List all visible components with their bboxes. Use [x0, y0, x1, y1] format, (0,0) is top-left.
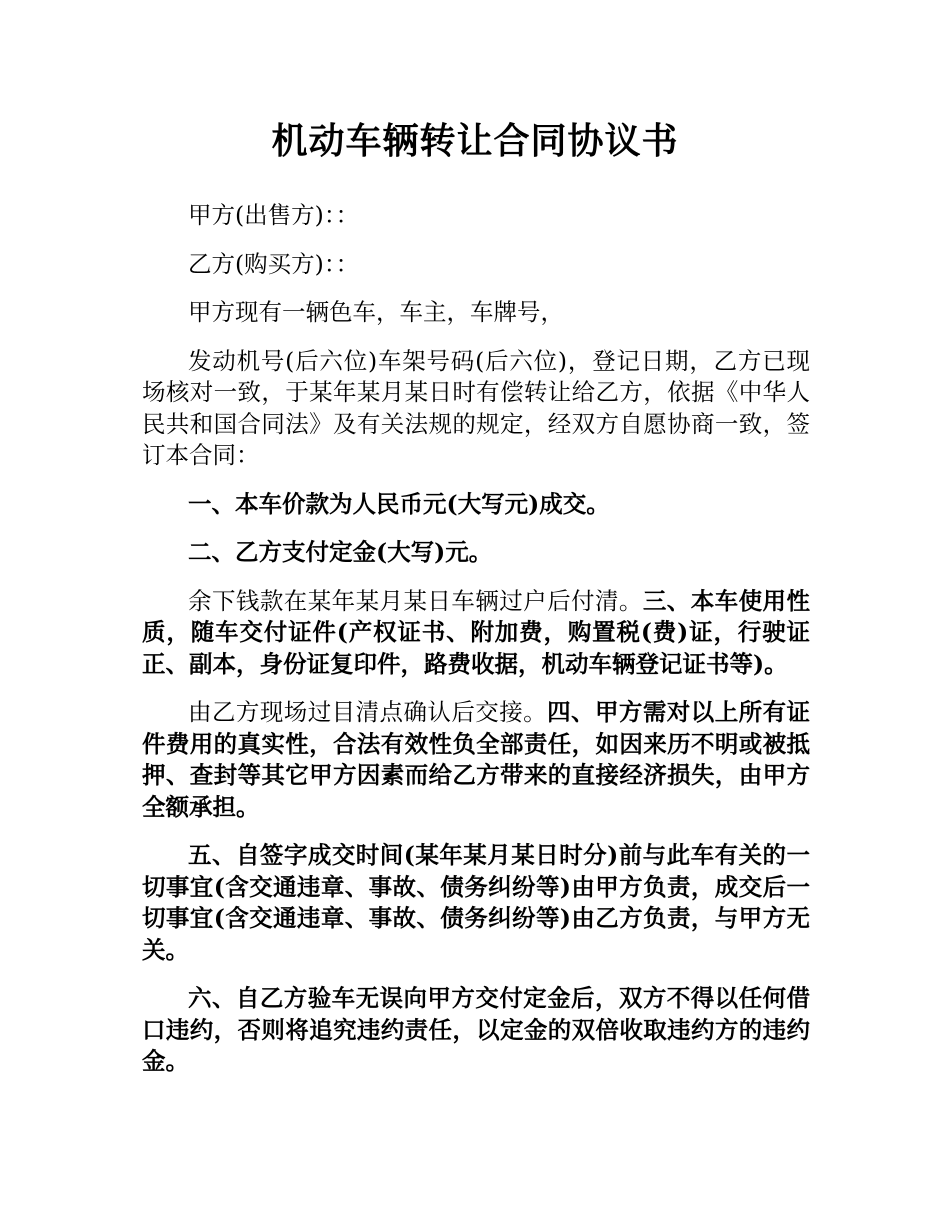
clause-6: 六、自乙方验车无误向甲方交付定金后，双方不得以任何借口违约，否则将追究违约责任，以定金的双倍收取违约方的违约金。 — [142, 984, 810, 1075]
clause-5: 五、自签字成交时间(某年某月某日时分)前与此车有关的一切事宜(含交通违章、事故、债务纠纷等)由甲方负责，成交后一切事宜(含交通违章、事故、债务纠纷等)由乙方负责，与甲方无关。 — [142, 841, 810, 964]
party-b-line: 乙方(购买方)：： — [188, 249, 360, 278]
clause-3: 三、本车使用性质，随车交付证件(产权证书、附加费，购置税(费)证，行驶证正、副本，身份证复印件，路费收据，机动车辆登记证书等)。 — [142, 586, 810, 678]
vehicle-intro-paragraph: 发动机号(后六位)车架号码(后六位)，登记日期，乙方已现场核对一致，于某年某月某日时有偿转让给乙方，依据《中华人民共和国合同法》及有关法规的规定，经双方自愿协商一致，签订本合同： — [142, 346, 810, 469]
inspection-and-clause-4 — [142, 697, 810, 823]
clause-2: 二、乙方支付定金(大写)元。 — [188, 538, 493, 566]
remainder-payment-text: 余下钱款在某年某月某日车辆过户后付清。 — [188, 586, 643, 615]
inspection-text: 由乙方现场过目清点确认后交接。 — [188, 698, 548, 726]
vehicle-intro-line: 甲方现有一辆色车，车主，车牌号， — [188, 298, 564, 326]
payment-and-clause-3 — [142, 586, 810, 681]
party-a-line: 甲方(出售方)：： — [188, 201, 360, 229]
document-body — [142, 200, 810, 1095]
document-title: 机动车辆转让合同协议书 — [271, 121, 679, 162]
clause-1: 一、本车价款为人民币元(大写元)成交。 — [188, 489, 610, 518]
clause-4: 四、甲方需对以上所有证件费用的真实性，合法有效性负全部责任，如因来历不明或被抵押、查封等其它甲方因素而给乙方带来的直接经济损失，由甲方全额承担。 — [142, 698, 811, 821]
